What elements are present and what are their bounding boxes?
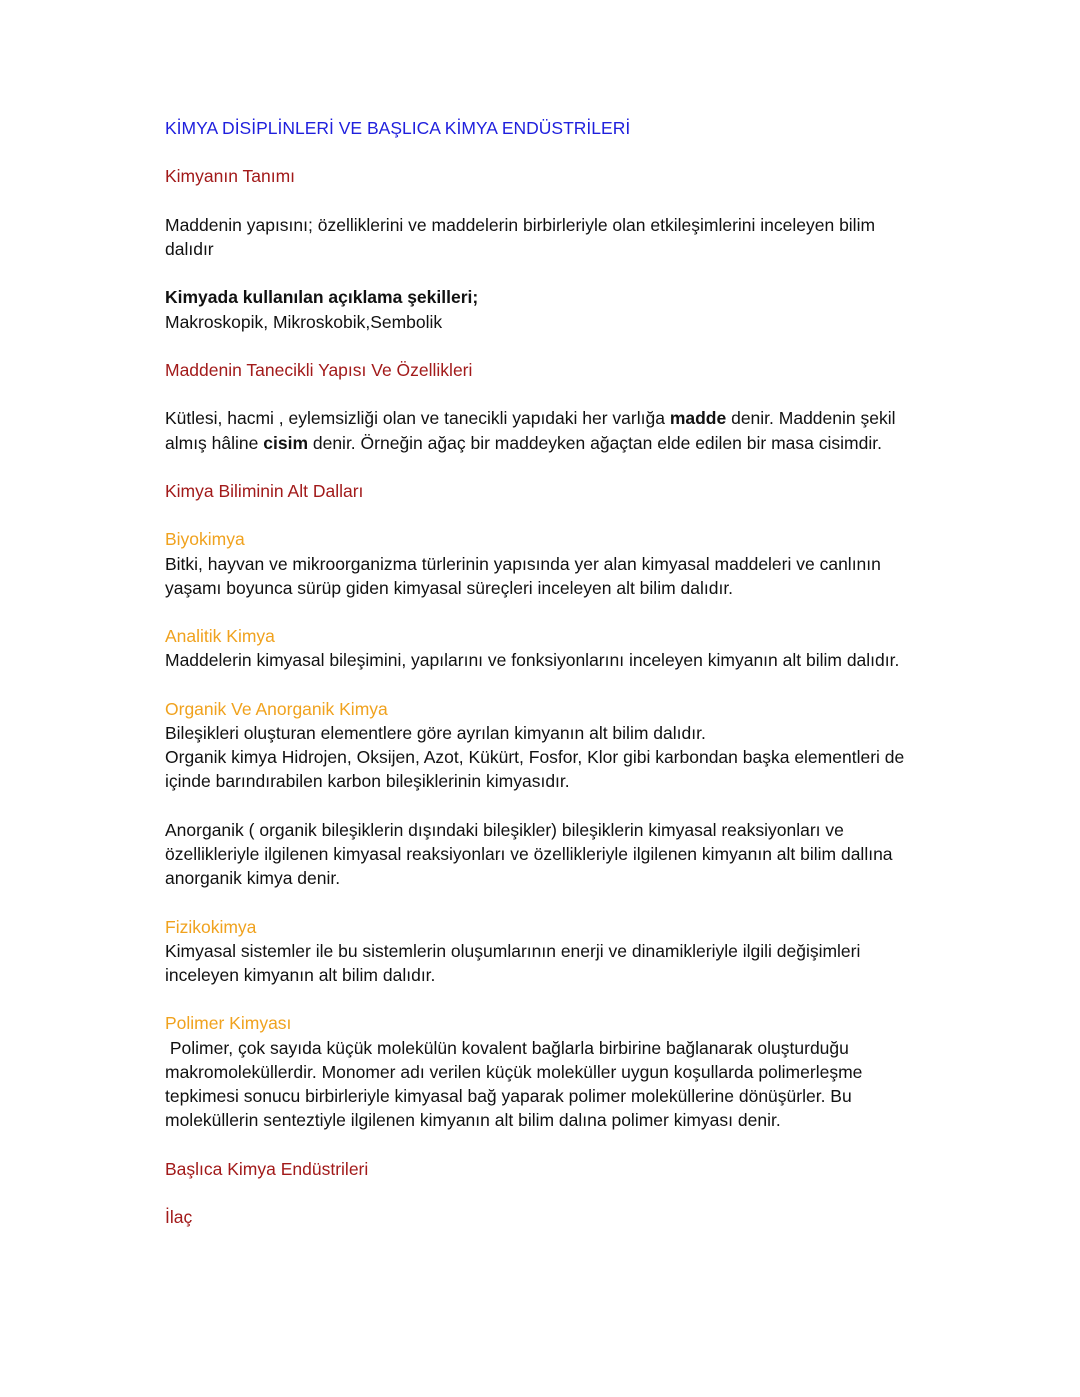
- subheading-polimer-kimyasi: Polimer Kimyası: [165, 1013, 292, 1034]
- paragraph-organik-1: Bileşikleri oluşturan elementlere göre ayrılan kimyanın alt bilim dalıdır.: [165, 722, 706, 743]
- term-madde: madde: [669, 408, 727, 429]
- paragraph-biyokimya: Bitki, hayvan ve mikroorganizma türlerinin yapısında yer alan kimyasal maddeleri ve canlının yaşamı boyunca sürüp giden kimyasal süreçleri inceleyen alt bilim dalıdır.: [165, 553, 886, 598]
- document-title: KİMYA DİSİPLİNLERİ VE BAŞLICA KİMYA ENDÜSTRİLERİ: [165, 118, 631, 138]
- text-fragment: Kütlesi, hacmi , eylemsizliği olan ve tanecikli yapıdaki her varlığa: [165, 408, 670, 429]
- paragraph-aciklama-sekilleri: Makroskopik, Mikroskobik,Sembolik: [165, 311, 443, 332]
- heading-tanecikli-yapi: Maddenin Tanecikli Yapısı Ve Özellikleri: [165, 359, 473, 380]
- heading-kimyanin-tanimi: Kimyanın Tanımı: [165, 166, 296, 187]
- paragraph-analitik-kimya: Maddelerin kimyasal bileşimini, yapılarını ve fonksiyonlarını inceleyen kimyanın alt bilim dalıdır.: [165, 650, 900, 671]
- text-fragment: denir. Örneğin ağaç bir maddeyken ağaçtan elde edilen bir masa cisimdir.: [308, 432, 882, 453]
- subheading-analitik-kimya: Analitik Kimya: [165, 626, 275, 647]
- heading-ilac: İlaç: [165, 1206, 193, 1227]
- paragraph-tanim: Maddenin yapısını; özelliklerini ve maddelerin birbirleriyle olan etkileşimlerini inceleyen bilim dalıdır: [165, 214, 880, 259]
- heading-aciklama-sekilleri: Kimyada kullanılan açıklama şekilleri;: [165, 287, 479, 308]
- term-cisim: cisim: [263, 432, 308, 453]
- document-page: [165, 116, 925, 1229]
- subheading-organik-anorganik: Organik Ve Anorganik Kimya: [165, 698, 388, 719]
- paragraph-organik-2: Organik kimya Hidrojen, Oksijen, Azot, Kükürt, Fosfor, Klor gibi karbondan başka elementleri de içinde barındırabilen karbon bileşiklerinin kimyasıdır.: [165, 747, 910, 792]
- text-fragment: denir. Maddenin şekil almış hâline: [165, 408, 901, 453]
- heading-alt-dallar: Kimya Biliminin Alt Dalları: [165, 480, 364, 501]
- paragraph-fizikokimya: Kimyasal sistemler ile bu sistemlerin oluşumlarının enerji ve dinamikleriyle ilgili değişimleri inceleyen kimyanın alt bilim dalıdır.: [165, 940, 866, 985]
- paragraph-anorganik: Anorganik ( organik bileşiklerin dışındaki bileşikler) bileşiklerin kimyasal reaksiyonları ve özellikleriyle ilgilenen kimyasal reaksiyonları ve özellikleriyle ilgilenen kimyanın alt bilim dallına anorganik kimya denir.: [165, 819, 898, 889]
- subheading-fizikokimya: Fizikokimya: [165, 916, 257, 937]
- heading-kimya-endustrileri: Başlıca Kimya Endüstrileri: [165, 1158, 369, 1179]
- paragraph-polimer-kimyasi: Polimer, çok sayıda küçük molekülün kovalent bağlarla birbirine bağlanarak oluşturduğu makromoleküllerdir. Monomer adı verilen küçük moleküller uygun koşullarda polimerleşme tepkimesi sonucu birbirleriyle kimyasal bağ yaparak polimer moleküllerine dönüşürler. Bu moleküllerin senteztiyle ilgilenen kimyanın alt bilim dalına polimer kimyası denir.: [165, 1037, 868, 1131]
- paragraph-madde-cisim: [165, 406, 925, 454]
- subheading-biyokimya: Biyokimya: [165, 529, 245, 550]
